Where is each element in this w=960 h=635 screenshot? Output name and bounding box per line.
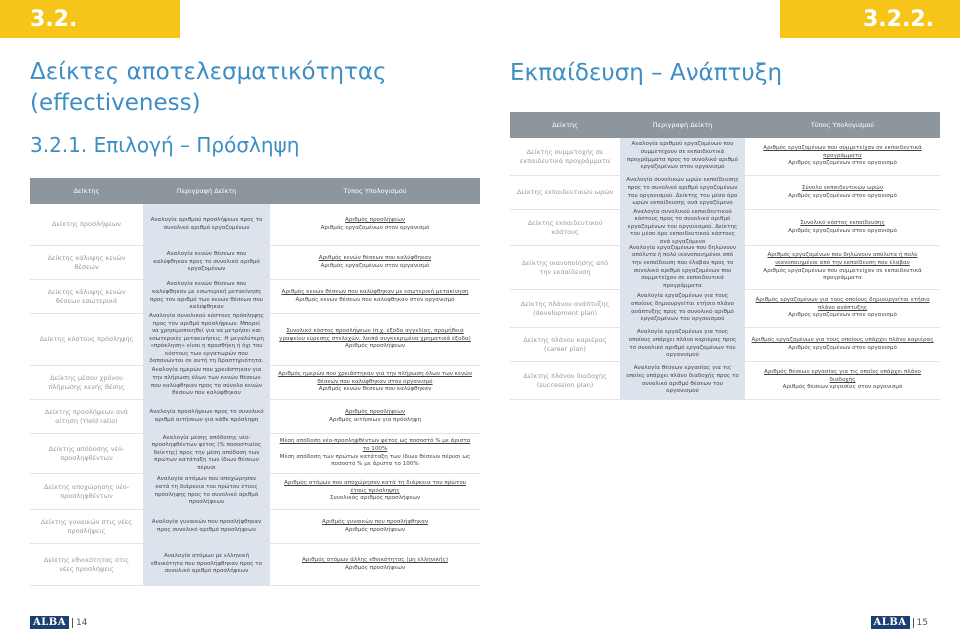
formula-numerator: Αριθμός προσλήψεων	[345, 216, 405, 223]
formula-denominator: Αριθμός εργαζομένων στον οργανισμό	[788, 227, 897, 234]
indicator-formula	[745, 176, 940, 209]
indicator-name: Δείκτης κάλυψης κενών θέσεων εσωτερικά	[47, 287, 126, 305]
indicator-description: Αναλογία συνολικών ωρών εκπαίδευσης προς το συνολικό αριθμό εργαζομένων του οργανισμού. Δείκτης του μέσο όρο ωρών εκπαίδευσης ανά εργαζόμενο	[620, 176, 745, 209]
indicator-formula	[270, 204, 480, 245]
indicator-description: Αναλογία γυναικών που προσλήφθηκαν προς συνολικό αριθμό προσλήψεων	[143, 510, 270, 543]
indicator-name: Δείκτης εκπαιδευτικών ωρών	[516, 188, 614, 196]
header-col-calc: Τύπος Υπολογισμού	[810, 121, 875, 129]
table-row	[510, 290, 940, 328]
table-header	[510, 112, 940, 138]
indicator-formula	[270, 510, 480, 543]
indicator-description: Αναλογία αριθμού προσλήψεων προς το συνολικό αριθμό εργαζομένων	[143, 204, 270, 245]
formula-numerator: Αριθμός κενών θέσεων που καλύφθηκαν με εσωτερική μετακίνηση	[281, 288, 469, 295]
formula-denominator: Αριθμός προσλήψεων	[345, 564, 405, 571]
indicator-formula	[270, 400, 480, 433]
right-page	[480, 0, 960, 635]
table-row	[510, 328, 940, 362]
indicator-formula	[745, 138, 940, 175]
formula-denominator: Αριθμός προσλήψεων	[345, 526, 405, 533]
table-row	[510, 138, 940, 176]
indicator-name: Δείκτης μέσου χρόνου πλήρωσης κενής θέσης	[48, 373, 125, 391]
table-row	[30, 400, 480, 434]
formula-numerator: Αριθμός εργαζομένων για τους οποίους δημιουργείται ετήσιο πλάνο ανάπτυξης	[755, 297, 930, 311]
formula-numerator: Συνολικό κόστος προσλήψεων (π.χ. έξοδα αγγελίας, προμήθεια γραφείου εύρεσης στελεχών, λοιπά συγκεκριμένα χρηματικά έξοδα)	[279, 328, 471, 342]
page-footer	[30, 616, 87, 629]
formula-numerator: Αριθμός εργαζομένων για τους οποίους υπάρχει πλάνο καριέρας	[751, 336, 934, 343]
indicator-name: Δείκτης προσλήψεων ανά αίτηση (Yield ratio)	[44, 407, 129, 425]
formula-denominator: Αριθμός εργαζομένων στον οργανισμό	[788, 160, 897, 167]
formula-denominator: Αριθμός εργαζομένων στον οργανισμό	[788, 344, 897, 351]
indicator-formula	[745, 246, 940, 289]
formula-denominator: Αριθμός εργαζομένων στον οργανισμό	[320, 224, 430, 231]
indicator-description: Αναλογία εργαζομένων για τους οποίους δημιουργείται ετήσιο πλάνο ανάπτυξης προς το συνολικό αριθμό εργαζομένων του οργανισμού	[620, 290, 745, 327]
page-footer	[871, 616, 928, 629]
indicator-formula	[745, 210, 940, 245]
header-col-desc: Περιγραφή Δείκτη	[176, 187, 237, 195]
formula-denominator: Αριθμός εργαζομένων στον οργανισμό	[320, 262, 430, 269]
title-line-1: Δείκτες αποτελεσματικότητας	[30, 59, 387, 85]
indicator-description: Αναλογία εργαζομένων που δηλώνουν απόλυτα ή πολύ ικανοποιημένοι από την εκπαίδευση που έλαβαν προς το συνολικό αριθμό εργαζομένων που συμμετείχαν σε εκπαιδευτικά προγράμματα	[620, 246, 745, 289]
table-row	[30, 366, 480, 400]
alba-logo: ALBA	[30, 616, 69, 629]
formula-numerator: Συνολικό κόστος εκπαίδευσης	[800, 219, 885, 226]
formula-denominator: Αριθμός κενών θέσεων που καλύφθηκαν στον οργανισμό	[295, 296, 455, 303]
indicator-name: Δείκτης αποχώρησης νέο-προσληφθέντων	[43, 482, 130, 500]
indicator-formula	[745, 362, 940, 399]
table-row	[30, 204, 480, 246]
formula-denominator: Αριθμός προσλήψεων	[345, 343, 405, 350]
indicator-name: Δείκτης κάλυψης κενών θέσεων	[47, 253, 126, 271]
header-col-calc: Τύπος Υπολογισμού	[343, 187, 407, 195]
indicator-description: Αναλογία αριθμού εργαζομένων που συμμετέχουν σε εκπαιδευτικά προγράμματα προς το συνολικό αριθμό εργαζομένων στον οργανισμό	[620, 138, 745, 175]
formula-numerator: Αριθμός θέσεων εργασίας για τις οποίες υπάρχει πλάνο διαδοχής	[764, 369, 921, 383]
page-title: Εκπαίδευση – Ανάπτυξη	[510, 60, 783, 86]
indicator-table	[510, 138, 940, 400]
table-row	[30, 544, 480, 586]
header-col-desc: Περιγραφή Δείκτη	[652, 121, 713, 129]
table-row	[510, 362, 940, 400]
indicator-formula	[745, 290, 940, 327]
formula-denominator: Αριθμός εργαζομένων στον οργανισμό	[788, 192, 897, 199]
indicator-table	[30, 204, 480, 616]
indicator-formula	[745, 328, 940, 361]
indicator-description: Αναλογία ατόμων με ελληνική εθνικότητα που προσλήφθηκαν προς το συνολικό αριθμό προσλήψεων	[143, 544, 270, 585]
section-number: 3.2.	[30, 6, 78, 32]
formula-denominator: Αριθμός εργαζομένων που συμμετείχαν σε εκπαιδευτικά προγράμματα	[763, 267, 922, 282]
indicator-name: Δείκτης εθνικότητας στις νέες προσλήψεις	[43, 555, 130, 573]
formula-numerator: Αριθμός ημερών που χρειάστηκαν για την πλήρωση όλων των κενών θέσεων που καλύφθηκαν στον οργανισμό	[278, 371, 472, 385]
alba-logo: ALBA	[871, 616, 910, 629]
indicator-name: Δείκτης γυναικών στις νέες προσλήψεις	[40, 517, 133, 535]
formula-denominator: Αριθμός κενών θέσεων που καλύφθηκαν	[318, 386, 432, 393]
formula-numerator: Αριθμός ατόμων άλλης εθνικότητας (μη ελληνικής)	[301, 556, 449, 563]
indicator-name: Δείκτης απόδοσης νέο-προσληφθέντων	[48, 444, 125, 462]
indicator-name: Δείκτης εκπαιδευτικού κόστους	[527, 218, 603, 236]
formula-numerator: Μέση απόδοση νέο-προσληφθέντων φέτος ως ποσοστό % με άριστα το 100%	[279, 438, 471, 452]
indicator-name: Δείκτης προσλήψεων	[52, 220, 121, 228]
table-row	[510, 210, 940, 246]
formula-numerator: Σύνολο εκπαιδευτικών ωρών	[802, 184, 883, 191]
indicator-name: Δείκτης κόστους πρόσληψης	[39, 335, 134, 343]
indicator-name: Δείκτης πλάνου ανάπτυξης (development plan)	[520, 299, 610, 317]
indicator-formula	[270, 366, 480, 399]
indicator-description: Αναλογία θέσεων εργασίας για τις οποίες υπάρχει πλάνο διαδοχής προς το συνολικό αριθμό θέσεων του οργανισμού	[620, 362, 745, 399]
indicator-formula	[270, 434, 480, 473]
formula-denominator: Αριθμός εργαζομένων στον οργανισμό	[788, 312, 897, 319]
formula-numerator: Αριθμός προσλήψεων	[345, 408, 405, 415]
indicator-name: Δείκτης πλάνου καριέρας (career plan)	[523, 335, 607, 353]
table-header	[30, 178, 480, 204]
indicator-description: Αναλογία προσλήψεων προς το συνολικό αριθμό αιτήσεων για κάθε πρόσληψη	[143, 400, 270, 433]
indicator-formula	[270, 246, 480, 279]
section-number: 3.2.2.	[863, 6, 934, 32]
page-subtitle: 3.2.1. Επιλογή – Πρόσληψη	[30, 133, 300, 157]
table-row	[30, 474, 480, 510]
formula-denominator: Αριθμός αιτήσεων για πρόσληψη	[328, 416, 422, 423]
page-title	[30, 57, 387, 119]
table-row	[30, 434, 480, 474]
formula-numerator: Αριθμός γυναικών που προσλήφθηκαν	[321, 518, 429, 525]
indicator-formula	[270, 314, 480, 365]
indicator-description: Αναλογία μέσης απόδοσης νέο-προσληφθέντων φέτος (% ποσοστιαίος δείκτης) προς την μέση απόδοση των πρώτων κατάταξη των ίδιων θέσεων πέρυσι	[143, 434, 270, 473]
indicator-description: Αναλογία κενών θέσεων που καλύφθηκαν προς το συνολικό αριθμό εργαζομένων	[143, 246, 270, 279]
page-number: 15	[913, 618, 928, 628]
header-col-name: Δείκτης	[552, 121, 578, 129]
indicator-name: Δείκτης συμμετοχής σε εκπαιδευτικά προγράμματα	[519, 147, 611, 165]
formula-numerator: Αριθμός εργαζομένων που δηλώνουν απόλυτα ή πολύ ικανοποιημένοι από την εκπαίδευση που έλαβαν	[767, 252, 918, 266]
indicator-description: Αναλογία συνολικού κόστους πρόσληψης προς τον αριθμό προσλήψεων. Μπορεί να χρησιμοποιηθεί για να μετρήσει και εσωτερικές μετακινήσεις. Η μεγαλύτερη «πρόκληση» είναι η προσθήκη ή όχι του κόστους των εργατωρών που δαπανώνται σε αυτή τη δραστηριότητα.	[143, 314, 270, 365]
table-row	[30, 246, 480, 280]
page-number: 14	[72, 618, 87, 628]
header-col-name: Δείκτης	[73, 187, 100, 195]
indicator-formula	[270, 474, 480, 509]
table-row	[30, 280, 480, 314]
formula-denominator: Συνολικός αριθμός προσλήψεων	[329, 495, 421, 502]
formula-denominator: Αριθμός θέσεων εργασίας στον οργανισμό	[782, 384, 903, 391]
indicator-formula	[270, 280, 480, 313]
indicator-description: Αναλογία κενών θέσεων που καλύφθηκαν με εσωτερική μετακίνηση προς τον αριθμό των κενών θέσεων που καλύφθηκαν	[143, 280, 270, 313]
table-row	[510, 246, 940, 290]
indicator-description: Αναλογία ημερών που χρειάστηκαν για την πλήρωση όλων των κενών θέσεων που καλύφθηκαν προς το σύνολο κενών θέσεων που καλύφθηκαν	[143, 366, 270, 399]
formula-numerator: Αριθμός εργαζομένων που συμμετείχαν σε εκπαιδευτικά προγράμματα	[763, 145, 922, 159]
table-row	[30, 510, 480, 544]
indicator-name: Δείκτης ικανοποίησης από την εκπαίδευση	[521, 258, 609, 276]
indicator-description: Αναλογία ατόμων που αποχώρησαν κατά τη διάρκεια του πρώτου έτους πρόσληψης προς το συνολικό αριθμό προσλήψεων	[143, 474, 270, 509]
title-line-2: (effectiveness)	[30, 90, 201, 116]
table-row	[510, 176, 940, 210]
section-bar	[0, 0, 180, 38]
indicator-description: Αναλογία εργαζομένων για τους οποίους υπάρχει πλάνο καριέρας προς το συνολικό αριθμό εργαζομένων του οργανισμού	[620, 328, 745, 361]
indicator-name: Δείκτης πλάνου διαδοχής (succession plan)	[523, 371, 607, 389]
table-row	[30, 314, 480, 366]
indicator-description: Αναλογία συνολικού εκπαιδευτικού κόστους προς το συνολικό αριθμό εργαζομένων του οργανισμού. Δείκτης του μέσο όρο εκπαιδευτικού κόστους ανά εργαζόμενο	[620, 210, 745, 245]
section-bar	[780, 0, 960, 38]
formula-numerator: Αριθμός κενών θέσεων που καλύφθηκαν	[318, 254, 432, 261]
indicator-formula	[270, 544, 480, 585]
formula-numerator: Αριθμός ατόμων που αποχώρησαν κατά τη διάρκεια του πρώτου έτους πρόσληψης	[284, 480, 466, 494]
formula-denominator: Μέση απόδοση των πρώτων κατάταξη των ίδιων θέσεων πέρυσι ως ποσοστό % με άριστα το 100%	[279, 453, 471, 468]
